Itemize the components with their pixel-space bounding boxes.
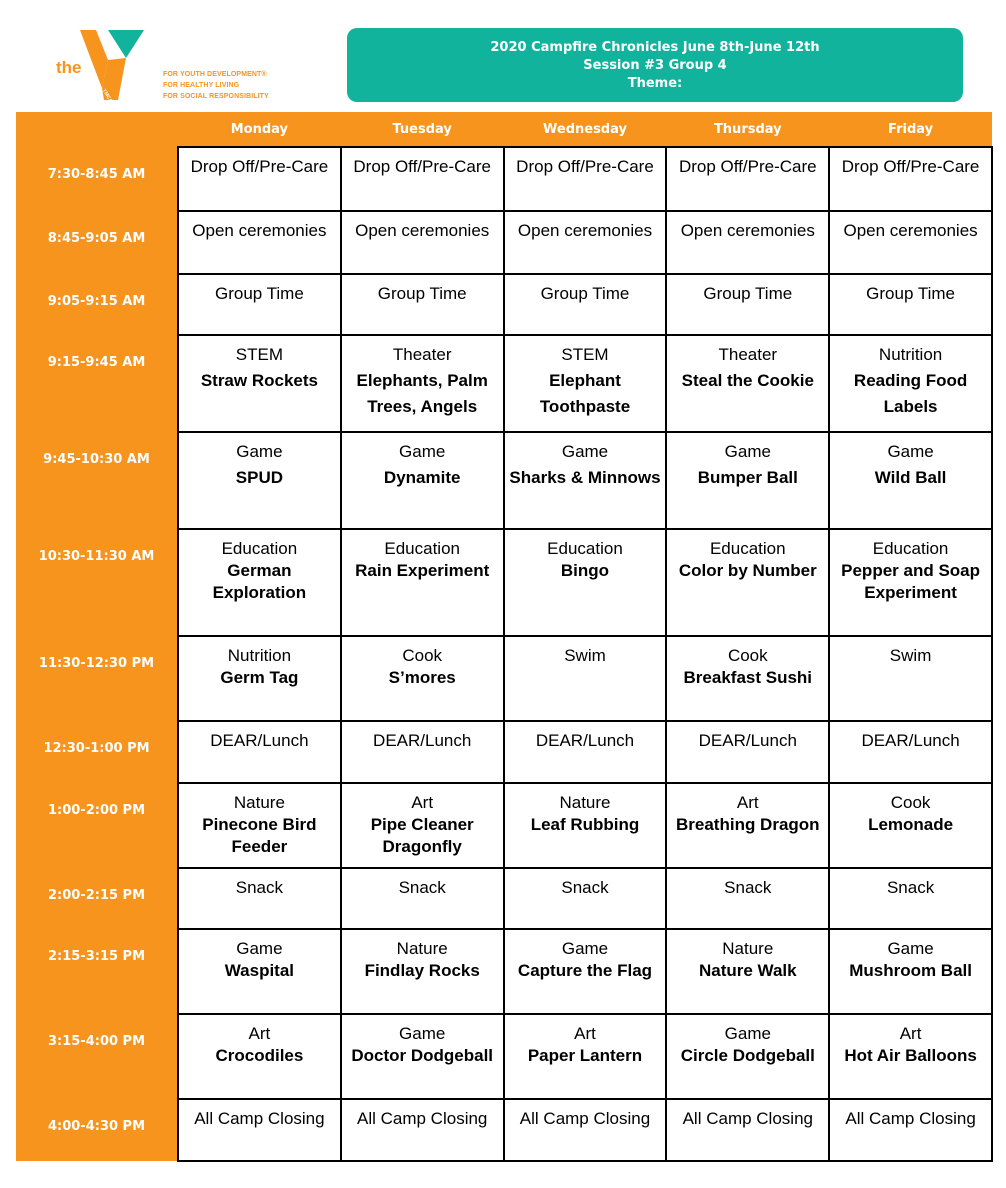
activity-name: Findlay Rocks	[364, 961, 480, 980]
activity-cell	[178, 636, 341, 721]
activity-cell	[666, 868, 829, 929]
activity-category: Group Time	[540, 284, 630, 303]
activity-category: All Camp Closing	[682, 1109, 813, 1128]
activity-cell	[341, 721, 504, 783]
activity-cell	[829, 432, 992, 529]
activity-name: Mushroom Ball	[849, 961, 972, 980]
activity-cell	[504, 783, 667, 868]
activity-category: Game	[561, 939, 609, 958]
activity-category: Group Time	[214, 284, 304, 303]
tagline-line: FOR YOUTH DEVELOPMENT®	[163, 71, 267, 78]
activity-cell	[666, 1014, 829, 1099]
activity-category: Group Time	[703, 284, 793, 303]
activity-category: Cook	[727, 646, 768, 665]
title-line-3: Theme:	[627, 76, 683, 91]
schedule-row	[16, 274, 992, 335]
logo-tagline	[163, 69, 269, 102]
time-slot-label: 11:30-12:30 PM	[16, 636, 178, 721]
activity-category: Nature	[396, 939, 448, 958]
activity-cell	[829, 929, 992, 1014]
day-header: Wednesday	[504, 112, 667, 147]
tagline-line: FOR HEALTHY LIVING	[163, 82, 240, 89]
activity-cell	[504, 432, 667, 529]
time-header	[16, 112, 178, 147]
schedule-row	[16, 636, 992, 721]
activity-cell	[178, 432, 341, 529]
activity-category: Snack	[561, 878, 609, 897]
activity-cell	[504, 636, 667, 721]
activity-category: Education	[547, 539, 623, 558]
logo-ymca-text: YMCA	[100, 88, 114, 104]
activity-name: Pipe Cleaner Dragonfly	[370, 815, 474, 856]
activity-cell	[829, 1014, 992, 1099]
activity-cell	[178, 335, 341, 432]
day-header: Tuesday	[341, 112, 504, 147]
activity-name: Leaf Rubbing	[530, 815, 640, 834]
activity-name: S’mores	[388, 668, 456, 687]
title-line-1: 2020 Campfire Chronicles June 8th-June 12th	[490, 40, 820, 55]
activity-cell	[341, 211, 504, 274]
activity-category: All Camp Closing	[194, 1109, 325, 1128]
activity-category: Nature	[722, 939, 774, 958]
activity-cell	[504, 721, 667, 783]
activity-category: Art	[411, 793, 434, 812]
activity-name: Color by Number	[678, 561, 817, 580]
activity-name: Pinecone Bird Feeder	[202, 815, 317, 856]
activity-cell	[341, 335, 504, 432]
day-header: Monday	[178, 112, 341, 147]
activity-name: Sharks & Minnows	[509, 468, 661, 487]
activity-category: Game	[399, 1024, 446, 1043]
activity-name: Nature Walk	[698, 961, 797, 980]
day-header-row	[16, 112, 992, 147]
time-slot-label: 8:45-9:05 AM	[16, 211, 178, 274]
activity-category: DEAR/Lunch	[861, 731, 960, 750]
activity-category: Open ceremonies	[355, 221, 490, 240]
activity-name: Elephants, Palm Trees, Angels	[356, 371, 488, 416]
activity-category: STEM	[235, 345, 284, 364]
activity-cell	[666, 147, 829, 211]
activity-name: Doctor Dodgeball	[351, 1046, 494, 1065]
activity-category: Art	[248, 1024, 271, 1043]
activity-cell	[666, 274, 829, 335]
activity-category: DEAR/Lunch	[535, 731, 635, 750]
activity-name: Breathing Dragon	[676, 815, 820, 834]
activity-category: Game	[561, 442, 609, 461]
activity-cell	[178, 868, 341, 929]
activity-cell	[504, 147, 667, 211]
activity-name: Lemonade	[868, 815, 954, 834]
activity-category: Open ceremonies	[192, 221, 327, 240]
time-slot-label: 2:00-2:15 PM	[16, 868, 178, 929]
activity-cell	[666, 721, 829, 783]
time-slot-label: 9:05-9:15 AM	[16, 274, 178, 335]
activity-category: All Camp Closing	[845, 1109, 976, 1128]
activity-cell	[829, 211, 992, 274]
activity-category: Swim	[564, 646, 606, 665]
schedule-row	[16, 335, 992, 432]
activity-cell	[178, 783, 341, 868]
time-slot-label: 9:15-9:45 AM	[16, 335, 178, 432]
activity-category: DEAR/Lunch	[210, 731, 309, 750]
activity-category: Snack	[398, 878, 446, 897]
activity-cell	[178, 529, 341, 636]
activity-name: Paper Lantern	[527, 1046, 643, 1065]
activity-category: All Camp Closing	[357, 1109, 488, 1128]
activity-cell	[178, 721, 341, 783]
activity-category: Drop Off/Pre-Care	[841, 157, 980, 176]
day-header: Thursday	[666, 112, 829, 147]
activity-cell	[829, 274, 992, 335]
activity-cell	[666, 636, 829, 721]
activity-cell	[666, 211, 829, 274]
activity-name: Crocodiles	[215, 1046, 304, 1065]
activity-name: Dynamite	[383, 468, 461, 487]
activity-name: Straw Rockets	[200, 371, 318, 390]
activity-cell	[829, 1099, 992, 1161]
activity-cell	[666, 1099, 829, 1161]
activity-category: Drop Off/Pre-Care	[190, 157, 329, 176]
activity-category: Open ceremonies	[680, 221, 815, 240]
activity-name: Germ Tag	[220, 668, 299, 687]
activity-name: Reading Food Labels	[853, 371, 968, 416]
activity-cell	[178, 929, 341, 1014]
activity-category: Game	[887, 939, 934, 958]
activity-category: Drop Off/Pre-Care	[516, 157, 654, 176]
activity-name: Rain Experiment	[355, 561, 490, 580]
activity-category: Game	[236, 442, 283, 461]
activity-cell	[341, 636, 504, 721]
activity-cell	[829, 335, 992, 432]
schedule-row	[16, 929, 992, 1014]
activity-name: German Exploration	[212, 561, 307, 602]
activity-name: Bingo	[560, 561, 610, 580]
schedule-row	[16, 147, 992, 211]
activity-category: Drop Off/Pre-Care	[353, 157, 491, 176]
activity-cell	[666, 783, 829, 868]
activity-category: Nature	[559, 793, 611, 812]
time-slot-label: 3:15-4:00 PM	[16, 1014, 178, 1099]
schedule-row	[16, 1099, 992, 1161]
activity-cell	[341, 929, 504, 1014]
activity-category: Education	[221, 539, 298, 558]
activity-category: Theater	[392, 345, 452, 364]
day-header: Friday	[829, 112, 992, 147]
activity-category: All Camp Closing	[519, 1109, 651, 1128]
schedule-row	[16, 721, 992, 783]
activity-category: Snack	[886, 878, 935, 897]
schedule-row	[16, 868, 992, 929]
activity-cell	[829, 868, 992, 929]
activity-cell	[504, 1014, 667, 1099]
activity-category: Group Time	[377, 284, 467, 303]
activity-name: SPUD	[235, 468, 284, 487]
activity-name: Elephant Toothpaste	[539, 371, 631, 416]
schedule-row	[16, 783, 992, 868]
activity-category: Game	[724, 442, 771, 461]
activity-cell	[504, 1099, 667, 1161]
activity-cell	[341, 1099, 504, 1161]
activity-cell	[178, 1014, 341, 1099]
activity-category: Group Time	[866, 284, 955, 303]
activity-cell	[178, 1099, 341, 1161]
activity-category: Cook	[890, 793, 931, 812]
activity-cell	[341, 868, 504, 929]
activity-category: Game	[724, 1024, 771, 1043]
activity-name: Bumper Ball	[697, 468, 798, 487]
activity-name: Waspital	[224, 961, 295, 980]
activity-category: Open ceremonies	[843, 221, 978, 240]
activity-category: DEAR/Lunch	[698, 731, 797, 750]
activity-category: Nutrition	[227, 646, 292, 665]
ymca-logo	[52, 28, 282, 104]
activity-cell	[341, 1014, 504, 1099]
activity-category: Nutrition	[878, 345, 943, 364]
activity-cell	[341, 432, 504, 529]
activity-cell	[178, 147, 341, 211]
schedule-grid	[16, 112, 993, 1162]
activity-category: Open ceremonies	[517, 221, 653, 240]
activity-cell	[504, 211, 667, 274]
logo-brand-text: the	[56, 58, 82, 77]
activity-cell	[178, 274, 341, 335]
activity-category: Snack	[235, 878, 284, 897]
activity-cell	[341, 783, 504, 868]
activity-category: Art	[899, 1024, 922, 1043]
activity-cell	[178, 211, 341, 274]
activity-name: Hot Air Balloons	[844, 1046, 977, 1065]
activity-category: Education	[872, 539, 949, 558]
activity-name: Wild Ball	[874, 468, 947, 487]
activity-category: STEM	[561, 345, 609, 364]
activity-category: Theater	[718, 345, 778, 364]
activity-category: Swim	[889, 646, 932, 665]
activity-category: Nature	[233, 793, 285, 812]
activity-cell	[829, 147, 992, 211]
activity-name: Capture the Flag	[517, 961, 653, 980]
title-box	[347, 28, 963, 102]
activity-cell	[666, 929, 829, 1014]
activity-cell	[504, 335, 667, 432]
schedule-row	[16, 432, 992, 529]
activity-cell	[504, 274, 667, 335]
time-slot-label: 1:00-2:00 PM	[16, 783, 178, 868]
activity-cell	[666, 432, 829, 529]
activity-category: Drop Off/Pre-Care	[678, 157, 817, 176]
schedule-row	[16, 1014, 992, 1099]
activity-cell	[666, 529, 829, 636]
activity-name: Steal the Cookie	[681, 371, 814, 390]
activity-category: Snack	[724, 878, 772, 897]
activity-cell	[341, 147, 504, 211]
time-slot-label: 9:45-10:30 AM	[16, 432, 178, 529]
activity-category: Game	[399, 442, 446, 461]
activity-category: DEAR/Lunch	[373, 731, 472, 750]
activity-cell	[504, 929, 667, 1014]
time-slot-label: 12:30-1:00 PM	[16, 721, 178, 783]
activity-cell	[341, 274, 504, 335]
activity-category: Education	[384, 539, 460, 558]
time-slot-label: 4:00-4:30 PM	[16, 1099, 178, 1161]
time-slot-label: 10:30-11:30 AM	[16, 529, 178, 636]
activity-category: Art	[574, 1024, 596, 1043]
activity-cell	[504, 868, 667, 929]
activity-cell	[829, 529, 992, 636]
tagline-line: FOR SOCIAL RESPONSIBILITY	[163, 93, 269, 100]
activity-name: Pepper and Soap Experiment	[841, 561, 981, 602]
schedule-row	[16, 211, 992, 274]
activity-cell	[341, 529, 504, 636]
activity-category: Cook	[402, 646, 443, 665]
activity-name: Circle Dodgeball	[680, 1046, 815, 1065]
schedule-row	[16, 529, 992, 636]
activity-cell	[829, 636, 992, 721]
activity-category: Game	[887, 442, 934, 461]
time-slot-label: 2:15-3:15 PM	[16, 929, 178, 1014]
schedule-table	[16, 112, 993, 1162]
activity-cell	[666, 335, 829, 432]
activity-category: Art	[736, 793, 759, 812]
activity-cell	[504, 529, 667, 636]
activity-category: Game	[236, 939, 283, 958]
time-slot-label: 7:30-8:45 AM	[16, 147, 178, 211]
activity-name: Breakfast Sushi	[683, 668, 813, 687]
activity-cell	[829, 721, 992, 783]
activity-category: Education	[709, 539, 786, 558]
title-line-2: Session #3 Group 4	[583, 58, 727, 73]
activity-cell	[829, 783, 992, 868]
